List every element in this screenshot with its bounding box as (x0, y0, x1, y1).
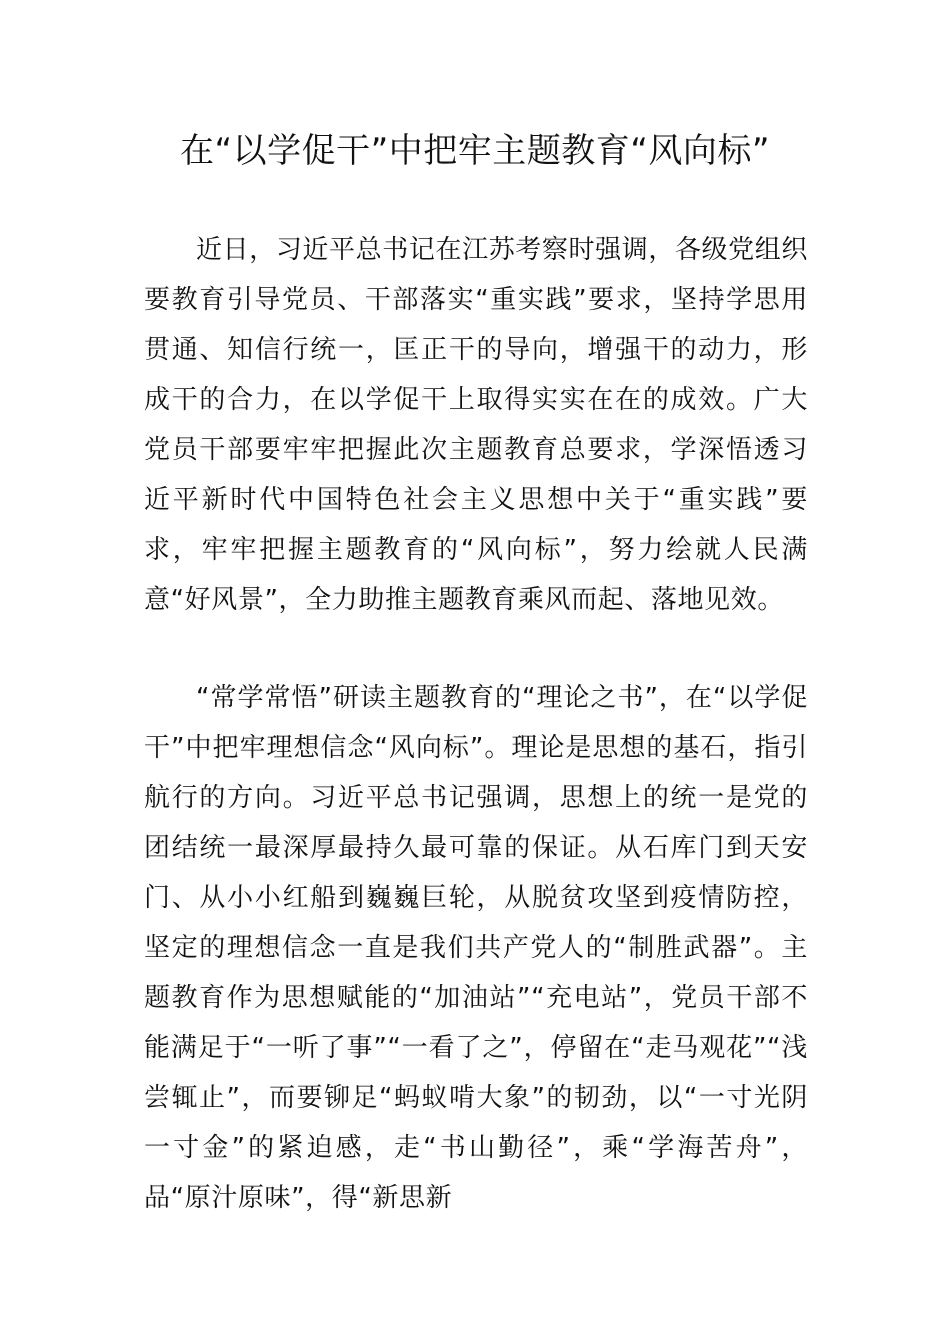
paragraph-2: “常学常悟”研读主题教育的“理论之书”，在“以学促干”中把牢理想信念“风向标”。理论是思想的基石，指引航行的方向。习近平总书记强调，思想上的统一是党的团结统一最深厚最持久最可靠的保证。从石库门到天安门、从小小红船到巍巍巨轮，从脱贫攻坚到疫情防控，坚定的理想信念一直是我们共产党人的“制胜武器”。主题教育作为思想赋能的“加油站”“充电站”，党员干部不能满足于“一听了事”“一看了之”，停留在“走马观花”“浅尝辄止”，而要铆足“蚂蚁啃大象”的韧劲，以“一寸光阴一寸金”的紧迫感，走“书山勤径”，乘“学海苦舟”，品“原汁原味”，得“新思新 (144, 683, 808, 1213)
paragraph-1: 近日，习近平总书记在江苏考察时强调，各级党组织要教育引导党员、干部落实“重实践”要求，坚持学思用贯通、知信行统一，匡正干的导向，增强干的动力，形成干的合力，在以学促干上取得实实在在的成效。广大党员干部要牢牢把握此次主题教育总要求，学深悟透习近平新时代中国特色社会主义思想中关于“重实践”要求，牢牢把握主题教育的“风向标”，努力绘就人民满意“好风景”，全力助推主题教育乘风而起、落地见效。 (144, 235, 808, 615)
document-title: 在“以学促干”中把牢主题教育“风向标” (180, 131, 770, 171)
